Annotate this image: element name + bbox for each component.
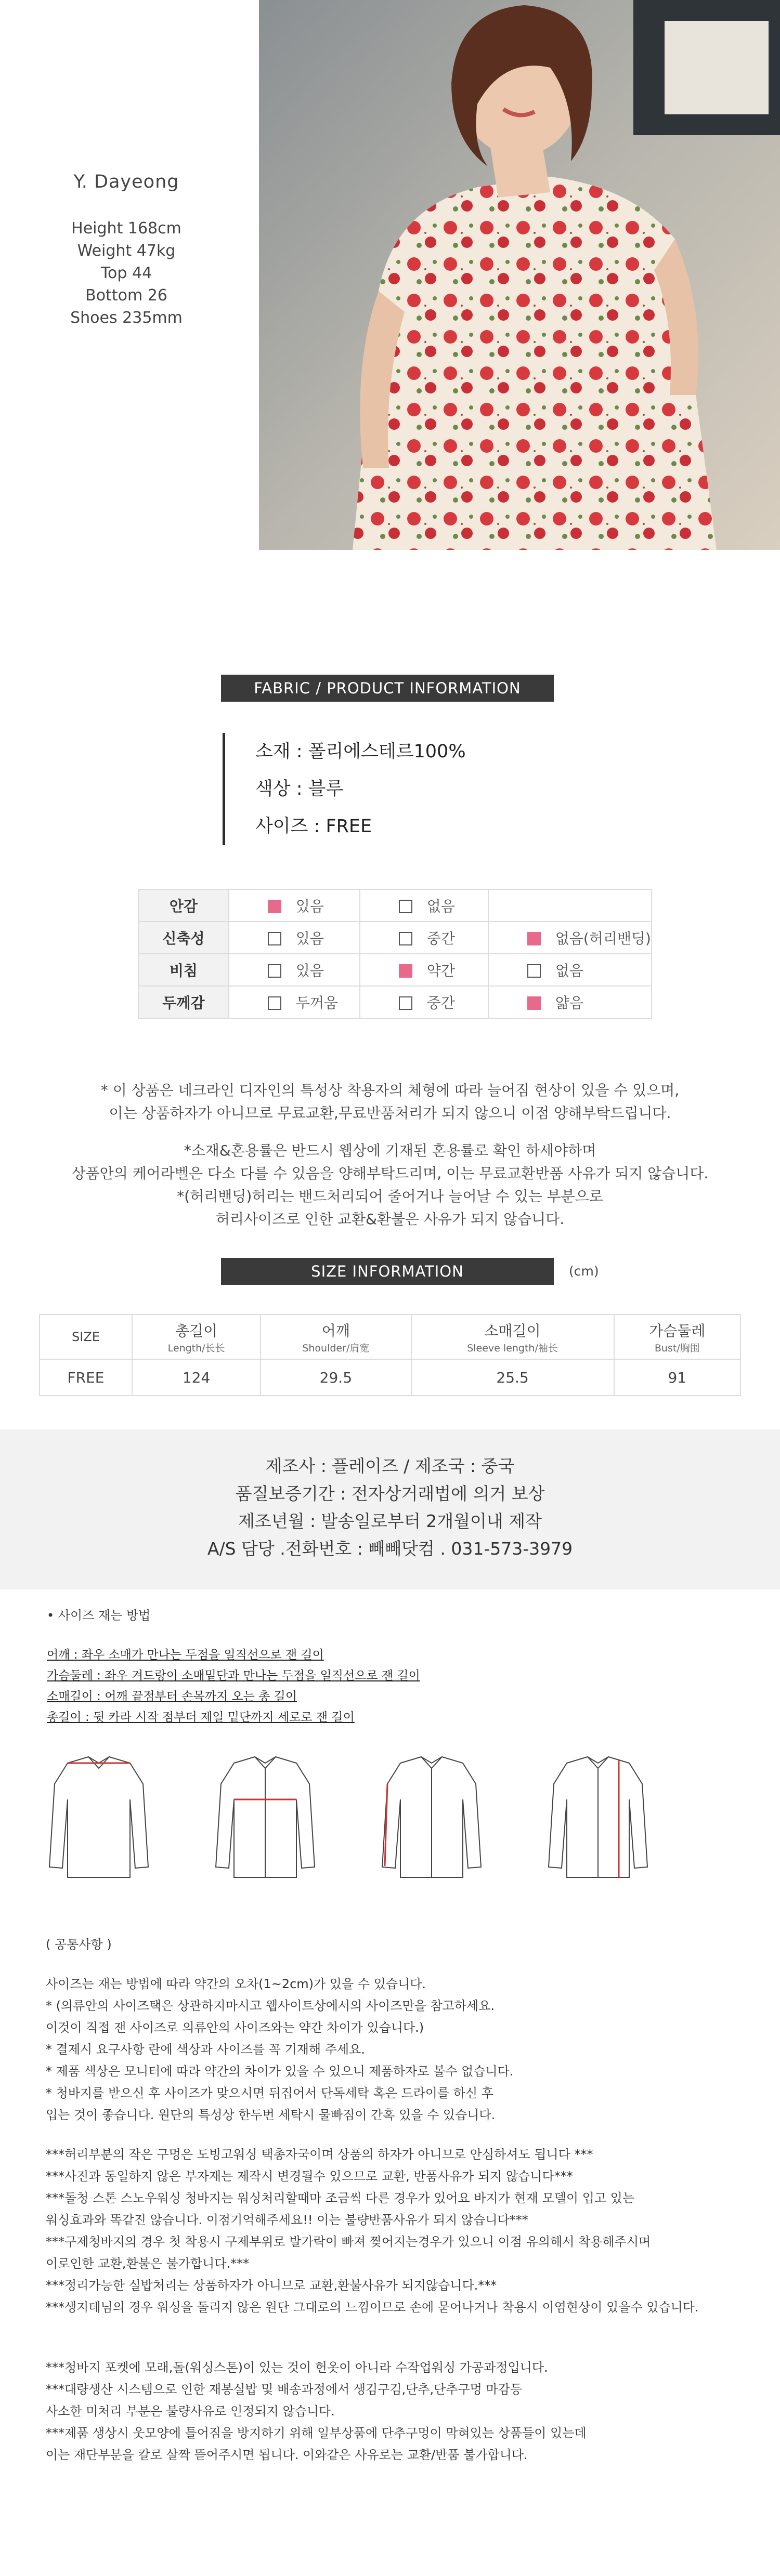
size-col-shoulder: 어깨 Shoulder/肩宽 (261, 1315, 411, 1359)
shirt-sketch-bust (216, 1757, 315, 1877)
option-label: 두꺼움 (295, 994, 339, 1011)
option-label: 없음 (555, 962, 583, 979)
note-line: ***구제청바지의 경우 첫 착용시 구제부위로 발가락이 빠져 찢어지는경우가 있으니 이점 유의해서 착용해주시며 (46, 2235, 651, 2249)
property-label: 두께감 (138, 986, 229, 1018)
note-line: ***돌청 스톤 스노우워싱 청바지는 워싱처리할때마 조금씩 다른 경우가 있어요 바지가 현재 모델이 입고 있는 (46, 2191, 635, 2205)
neckline-notice (0, 1079, 780, 1125)
note-line: ***정리가능한 실밥처리는 상품하자가 아니므로 교환,환불사유가 되지않습니다.*** (46, 2278, 497, 2293)
note-line: 이것이 직접 잰 사이즈로 의류안의 사이즈와는 약간 차이가 있습니다.) (46, 2020, 424, 2035)
note-line: ***사진과 동일하지 않은 부자재는 제작시 변경될수 있으므로 교환, 반품사유가 되지 않습니다*** (46, 2169, 573, 2184)
size-info-header: SIZE INFORMATION (221, 1258, 554, 1285)
notice-line: 허리사이즈로 인한 교환&환불은 사유가 되지 않습니다. (215, 1211, 565, 1228)
option-label: 얇음 (555, 994, 583, 1011)
shirt-sketch-length (549, 1757, 647, 1877)
checked-box-icon (268, 900, 281, 913)
size-col-sleeve: 소매길이 Sleeve length/袖长 (411, 1315, 614, 1359)
property-option (229, 889, 360, 922)
property-label: 신축성 (138, 922, 229, 954)
property-option (360, 954, 488, 986)
manufacturer-info (0, 1429, 780, 1589)
common-notes-title: ( 공통사항 ) (46, 1937, 112, 1952)
size-unit: (cm) (569, 1264, 599, 1279)
model-weight: Weight 47kg (77, 242, 176, 260)
property-option (229, 986, 360, 1018)
measure-guide (47, 1645, 420, 1728)
note-line: ***허리부분의 작은 구멍은 도빙고워싱 택총자국이며 상품의 하자가 아니므로 안심하셔도 됩니다 *** (46, 2147, 593, 2162)
bust-value: 91 (614, 1359, 740, 1396)
checkbox-icon (268, 996, 281, 1010)
note-line: 사이즈는 재는 방법에 따라 약간의 오차(1~2cm)가 있을 수 있습니다. (46, 1977, 426, 1991)
note-line: * 제품 색상은 모니터에 따라 약간의 차이가 있을 수 있으니 제품하자로 볼수 없습니다. (46, 2064, 514, 2079)
option-label: 있음 (295, 962, 324, 979)
model-photo (259, 0, 780, 550)
table-row (40, 1359, 740, 1396)
shirt-sketch-sleeve (382, 1757, 481, 1877)
material-row: 소재 : 폴리에스테르100% (255, 741, 466, 762)
option-label: 있음 (295, 898, 324, 915)
measure-shoulder: 어깨 : 좌우 소매가 만나는 두점을 일직선으로 잰 길이 (47, 1648, 324, 1662)
common-notes (46, 1934, 743, 2466)
fabric-property-table (138, 889, 652, 1019)
shirt-sketch-shoulder (49, 1757, 148, 1877)
checked-box-icon (399, 964, 412, 978)
property-row (138, 986, 652, 1018)
property-label: 안감 (138, 889, 229, 922)
model-name: Y. Dayeong (73, 172, 179, 192)
notice-line: 상품안의 케어라벨은 다소 다를 수 있음을 양해부탁드리며, 이는 무료교환반품 사유가 되지 않습니다. (71, 1165, 709, 1182)
option-label: 있음 (295, 930, 324, 947)
size-col-bust: 가슴둘레 Bust/胸围 (614, 1315, 740, 1359)
note-line: 입는 것이 좋습니다. 원단의 특성상 한두번 세탁시 물빠짐이 간혹 있을 수 있습니다. (46, 2108, 496, 2122)
measure-length: 총길이 : 뒷 카라 시작 점부터 제일 밑단까지 세로로 잰 길이 (47, 1711, 355, 1724)
measure-guide-title: • 사이즈 재는 방법 (47, 1608, 151, 1623)
notice-line: *(허리밴딩)허리는 밴드처리되어 줄어거나 늘어날 수 있는 부분으로 (177, 1188, 603, 1205)
option-label: 중간 (426, 930, 455, 947)
maker-line: A/S 담당 .전화번호 : 빼빼닷컴 . 031-573-3979 (207, 1539, 573, 1559)
size-col-length: 총길이 Length/长长 (132, 1315, 261, 1359)
fabric-info (223, 733, 466, 845)
checkbox-icon (399, 932, 412, 945)
property-option (488, 986, 652, 1018)
maker-line: 제조년월 : 발송일로부터 2개월이내 제작 (238, 1511, 542, 1531)
size-row-label: FREE (40, 1359, 132, 1396)
property-option (229, 922, 360, 954)
property-option (360, 889, 488, 922)
note-line: 워싱효과와 똑같진 않습니다. 이점기억해주세요!! 이는 불량반품사유가 되지 않습니다*** (46, 2213, 528, 2227)
notes-block-denim (46, 2144, 743, 2318)
note-line: ***생지데님의 경우 워싱을 돌리지 않은 원단 그대로의 느낌이므로 손에 묻어나거나 착용시 이염현상이 있을수 있습니다. (46, 2300, 699, 2315)
property-option (488, 889, 652, 922)
note-line: ***제품 생상시 웃모양에 틀어짐을 방지하기 위해 일부상품에 단추구멍이 막혀있는 상품들이 있는데 (46, 2426, 587, 2440)
measure-sketches (47, 1753, 692, 1883)
notice-line: 이는 상품하자가 아니므로 무료교환,무료반품처리가 되지 않으니 이점 양해부탁드립니다. (109, 1105, 671, 1122)
notice-line: *소재&혼용률은 반드시 웹상에 기재된 혼용률로 확인 하세야하며 (184, 1142, 596, 1159)
note-line: * (의류안의 사이즈택은 상관하지마시고 웹사이트상에서의 사이즈만을 참고하세요. (46, 1999, 495, 2013)
property-row (138, 889, 652, 922)
shoulder-value: 29.5 (261, 1359, 411, 1396)
note-line: ***대량생산 시스템으로 인한 재봉실밥 및 배송과정에서 생김구김,단추,단추구멍 마감등 (46, 2382, 523, 2397)
color-row: 색상 : 블루 (255, 779, 344, 799)
notes-block-size (46, 1973, 743, 2126)
model-shoe-size: Shoes 235mm (70, 309, 183, 327)
property-row (138, 954, 652, 986)
size-header-label: SIZE (40, 1315, 132, 1359)
measure-sleeve: 소매길이 : 어깨 끝점부터 손목까지 오는 총 길이 (47, 1690, 297, 1703)
material-notice (0, 1139, 780, 1231)
property-option (360, 922, 488, 954)
option-label: 약간 (426, 962, 455, 979)
note-line: 이는 재단부분을 칼로 살짝 뜯어주시면 됩니다. 이와같은 사유로는 교환/반품 불가합니다. (46, 2448, 528, 2462)
checkbox-icon (527, 964, 541, 978)
note-line: 이로인한 교환,환불은 불가합니다.*** (46, 2256, 250, 2271)
model-height: Height 168cm (71, 219, 181, 238)
property-row (138, 922, 652, 954)
checkbox-icon (399, 996, 412, 1010)
option-label: 중간 (426, 994, 455, 1011)
checkbox-icon (268, 964, 281, 978)
property-option (229, 954, 360, 986)
model-info (67, 172, 186, 329)
model-top-size: Top 44 (100, 264, 152, 282)
note-line: 사소한 미처리 부분은 불량사유로 인정되지 않습니다. (46, 2404, 335, 2419)
sleeve-value: 25.5 (411, 1359, 614, 1396)
note-line: * 결제시 요구사항 란에 색상과 사이즈를 꼭 기재해 주세요. (46, 2042, 365, 2057)
size-table-header (40, 1315, 740, 1359)
option-label: 없음 (426, 898, 455, 915)
property-label: 비침 (138, 954, 229, 986)
notes-block-production (46, 2357, 743, 2466)
checkbox-icon (399, 900, 412, 913)
property-option (488, 922, 652, 954)
property-option (488, 954, 652, 986)
fabric-info-header: FABRIC / PRODUCT INFORMATION (221, 675, 554, 702)
length-value: 124 (132, 1359, 261, 1396)
option-label: 없음(허리밴딩) (555, 930, 651, 947)
maker-line: 품질보증기간 : 전자상거래법에 의거 보상 (235, 1483, 545, 1504)
checked-box-icon (527, 932, 541, 945)
note-line: * 청바지를 받으신 후 사이즈가 맞으시면 뒤집어서 단독세탁 혹은 드라이를 하신 후 (46, 2086, 493, 2100)
checkbox-icon (268, 932, 281, 945)
maker-line: 제조사 : 플레이즈 / 제조국 : 중국 (265, 1456, 515, 1476)
note-line: ***청바지 포켓에 모래,돌(워싱스톤)이 있는 것이 헌옷이 아니라 수작업워싱 가공과정입니다. (46, 2360, 548, 2375)
property-option (360, 986, 488, 1018)
model-bottom-size: Bottom 26 (85, 286, 167, 305)
measure-bust: 가슴둘레 : 좌우 겨드랑이 소매밑단과 만나는 두점을 일직선으로 잰 길이 (47, 1669, 420, 1683)
checked-box-icon (527, 996, 541, 1010)
size-row: 사이즈 : FREE (255, 816, 372, 837)
size-table (39, 1314, 741, 1396)
notice-line: * 이 상품은 네크라인 디자인의 특성상 착용자의 체형에 따라 늘어짐 현상이 있을 수 있으며, (100, 1082, 680, 1099)
